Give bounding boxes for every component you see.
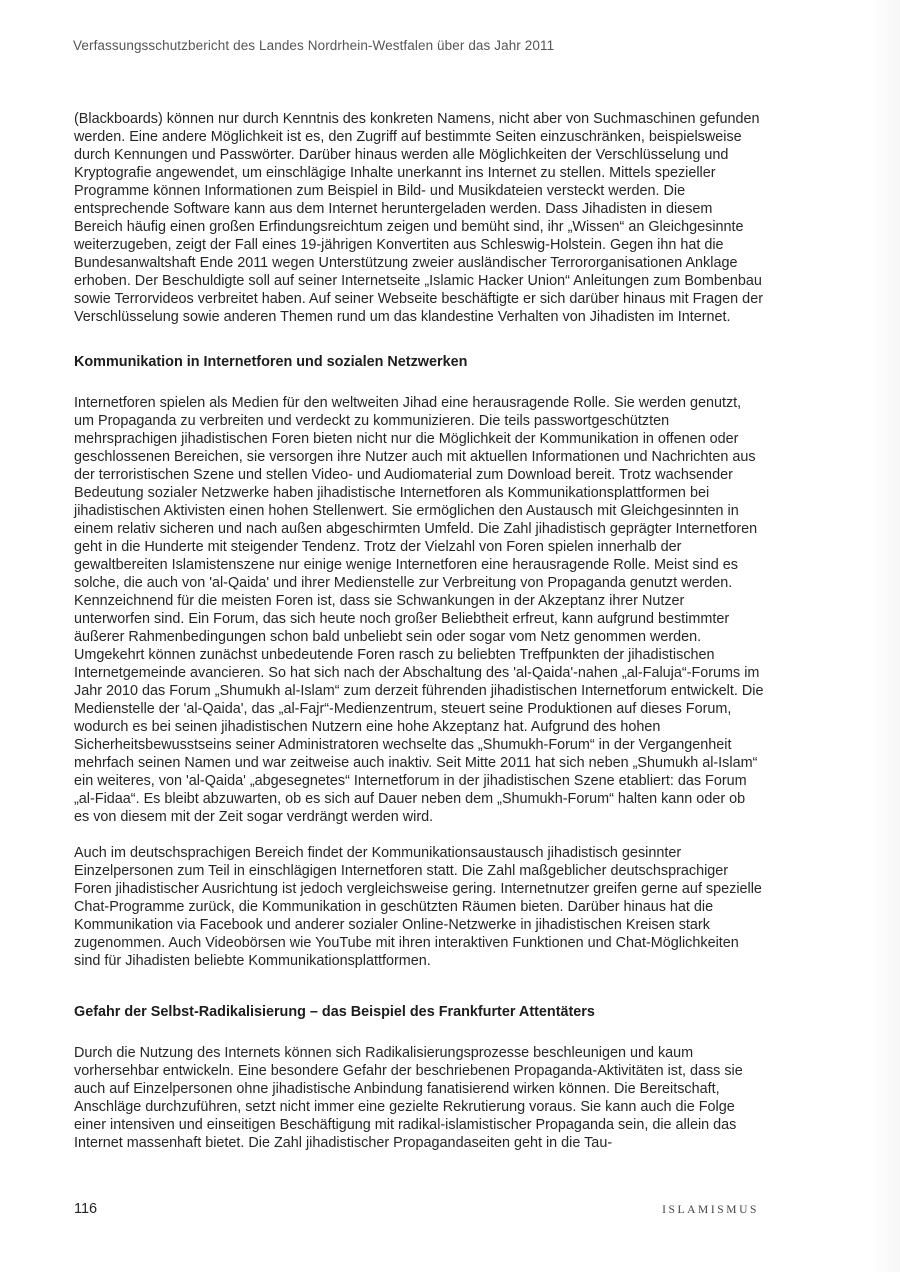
paragraph-radikalisierung: Durch die Nutzung des Internets können sich Radikalisierungsprozesse beschleunigen und kaum vorhersehbar entwickeln. Eine besondere Gefahr der beschriebenen Propaganda-Aktivitäten ist, dass sie auch auf Einzelpersonen ohne jihadistische Anbindung fanatisierend wirken können. Die Bereitschaft, Anschläge durchzuführen, setzt nicht immer eine gezielte Rekrutierung voraus. Sie kann auch die Folge einer intensiven und einseitigen Beschäftigung mit radikal-islamistischer Propaganda sein, die allein das Internet massenhaft bietet. Die Zahl jihadistischer Propagandaseiten geht in die Tau-: [74, 1045, 743, 1151]
section-heading-internetforen: Kommunikation in Internetforen und sozialen Netzwerken: [74, 354, 468, 370]
running-header: Verfassungsschutzbericht des Landes Nordrhein-Westfalen über das Jahr 2011: [73, 38, 555, 53]
page-number: 116: [74, 1201, 98, 1217]
intro-paragraph: (Blackboards) können nur durch Kenntnis des konkreten Namens, nicht aber von Suchmaschinen gefunden werden. Eine andere Möglichkeit ist es, den Zugriff auf bestimmte Seiten einzuschränken, beispielsweise durch Kennungen und Passwörter. Darüber hinaus werden alle Möglichkeiten der Verschlüsselung und Kryptografie angewendet, um einschlägige Inhalte unerkannt ins Internet zu stellen. Mittels spezieller Programme können Informationen zum Beispiel in Bild- und Musikdateien versteckt werden. Die entsprechende Software kann aus dem Internet heruntergeladen werden. Dass Jihadisten in diesem Bereich häufig einen großen Erfindungsreichtum zeigen und bemüht sind, ihr „Wissen“ an Gleichgesinnte weiterzugeben, zeigt der Fall eines 19-jährigen Konvertiten aus Schleswig-Holstein. Gegen ihn hat die Bundesanwaltshaft Ende 2011 wegen Unterstützung zweier ausländischer Terrororganisationen Anklage erhoben. Der Beschuldigte soll auf seiner Internetseite „Islamic Hacker Union“ Anleitungen zum Bombenbau sowie Terrorvideos verbreitet haben. Auf seiner Webseite beschäftigte er sich darüber hinaus mit Fragen der Verschlüsselung sowie anderen Themen rund um das klandestine Verhalten von Jihadisten im Internet.: [74, 111, 763, 325]
page-edge-shadow: [870, 0, 900, 1272]
paragraph-deutschsprachig: Auch im deutschsprachigen Bereich findet der Kommunikationsaustausch jihadistisch gesinnter Einzelpersonen zum Teil in einschlägigen Internetforen statt. Die Zahl maßgeblicher deutschsprachiger Foren jihadistischer Ausrichtung ist jedoch vergleichsweise gering. Internetnutzer greifen gerne auf spezielle Chat-Programme zurück, die Kommunikation in geschützten Räumen bieten. Darüber hinaus hat die Kommunikation via Facebook und anderer sozialer Online-Netzwerke in jihadistischen Kreisen stark zugenommen. Auch Videobörsen wie YouTube mit ihren interaktiven Funktionen und Chat-Möglichkeiten sind für Jihadisten beliebte Kommunikationsplattformen.: [74, 845, 762, 969]
section-label: ISLAMISMUS: [662, 1204, 759, 1216]
page-body: [74, 110, 764, 1152]
paragraph-internetforen: Internetforen spielen als Medien für den weltweiten Jihad eine herausragende Rolle. Sie werden genutzt, um Propaganda zu verbreiten und verdeckt zu kommunizieren. Die teils passwortgeschützten mehrsprachigen jihadistischen Foren bieten nicht nur die Möglichkeit der Kommunikation in offenen oder geschlossenen Bereichen, sie versorgen ihre Nutzer auch mit aktuellen Informationen und Nachrichten aus der terroristischen Szene und stellen Video- und Audiomaterial zum Download bereit. Trotz wachsender Bedeutung sozialer Netzwerke haben jihadistische Internetforen als Kommunikationsplattformen bei jihadistischen Aktivisten einen hohen Stellenwert. Sie ermöglichen den Austausch mit Gleichgesinnten in einem relativ sicheren und nach außen abgeschirmten Umfeld. Die Zahl jihadistisch geprägter Internetforen geht in die Hunderte mit steigender Tendenz. Trotz der Vielzahl von Foren spielen innerhalb der gewaltbereiten Islamistenszene nur einige wenige Internetforen eine herausragende Rolle. Meist sind es solche, die auch von 'al-Qaida' und ihrer Medienstelle zur Verbreitung von Propaganda genutzt werden. Kennzeichnend für die meisten Foren ist, dass sie Schwankungen in der Akzeptanz ihrer Nutzer unterworfen sind. Ein Forum, das sich heute noch großer Beliebtheit erfreut, kann aufgrund bestimmter äußerer Rahmenbedingungen schon bald unbeliebt sein oder sogar vom Netz genommen werden. Umgekehrt können zunächst unbedeutende Foren rasch zu beliebten Treffpunkten der jihadistischen Internetgemeinde avancieren. So hat sich nach der Abschaltung des 'al-Qaida'-nahen „al-Faluja“-Forums im Jahr 2010 das Forum „Shumukh al-Islam“ zum derzeit führenden jihadistischen Internetforum entwickelt. Die Medienstelle der 'al-Qaida', das „al-Fajr“-Medienzentrum, steuert seine Produktionen auf dieses Forum, wodurch es bei seinen jihadistischen Nutzern eine hohe Akzeptanz hat. Aufgrund des hohen Sicherheitsbewusstseins seiner Administratoren wechselte das „Shumukh-Forum“ in der Vergangenheit mehrfach seinen Namen und war zeitweise auch inaktiv. Seit Mitte 2011 hat sich neben „Shumukh al-Islam“ ein weiteres, von 'al-Qaida' „abgesegnetes“ Internetforum in der jihadistischen Szene etabliert: das Forum „al-Fidaa“. Es bleibt abzuwarten, ob es sich auf Dauer neben dem „Shumukh-Forum“ halten kann oder ob es von diesem mit der Zeit sogar verdrängt werden wird.: [74, 395, 764, 825]
section-heading-selbstradikalisierung: Gefahr der Selbst-Radikalisierung – das Beispiel des Frankfurter Attentäters: [74, 1004, 595, 1020]
